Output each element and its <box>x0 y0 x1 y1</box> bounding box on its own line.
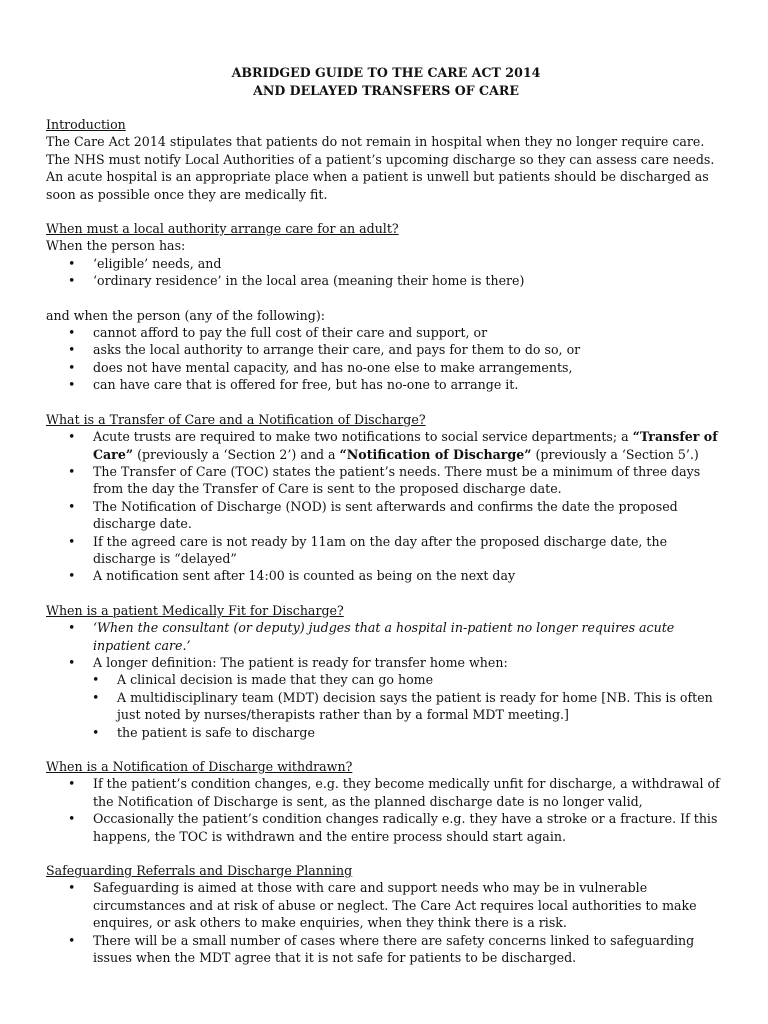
section-heading: When is a Notification of Discharge withdrawn? <box>46 759 353 774</box>
list-item-quote: • ‘When the consultant (or deputy) judges that a hospital in-patient no longer requires acute inpatient care.’ <box>46 619 726 654</box>
list-item: • Occasionally the patient’s condition changes radically e.g. they have a stroke or a fracture. If this happens, the TOC is withdrawn and the entire process should start again. <box>46 810 726 845</box>
section-heading: When is a patient Medically Fit for Discharge? <box>46 602 344 618</box>
text-run: Acute trusts are required to make two notifications to social service departments; a <box>93 429 633 445</box>
bullet-list <box>46 879 726 966</box>
bullet-list <box>46 619 726 671</box>
document-title <box>46 64 726 100</box>
list-item: • ‘ordinary residence’ in the local area (meaning their home is there) <box>46 272 726 289</box>
list-item: • If the agreed care is not ready by 11am on the day after the proposed discharge date, the discharge is “delayed” <box>46 533 726 568</box>
document-page <box>46 64 726 983</box>
section-heading: When must a local authority arrange care for an adult? <box>46 221 399 237</box>
list-item: • A longer definition: The patient is ready for transfer home when: <box>46 654 726 671</box>
list-item: • The Notification of Discharge (NOD) is sent afterwards and confirms the date the proposed discharge date. <box>46 498 726 533</box>
text-run: (previously a ‘Section 5’.) <box>531 446 699 462</box>
section-introduction <box>46 116 726 203</box>
list-item: • cannot afford to pay the full cost of their care and support, or <box>46 324 726 341</box>
list-item: • ‘eligible’ needs, and <box>46 255 726 272</box>
title-line-2: AND DELAYED TRANSFERS OF CARE <box>253 83 519 98</box>
section-withdrawn <box>46 758 726 845</box>
list-item: • Safeguarding is aimed at those with care and support needs who may be in vulnerable circumstances and at risk of abuse or neglect. The Care Act requires local authorities to make enquires, or ask others to make enquiries, when they think there is a risk. <box>46 879 726 931</box>
list-item: • There will be a small number of cases where there are safety concerns linked to safeguarding issues when the MDT agree that it is not safe for patients to be discharged. <box>46 932 726 967</box>
sub-list-item: • A clinical decision is made that they can go home <box>46 671 726 688</box>
paragraph: and when the person (any of the following): <box>46 307 326 323</box>
list-item <box>46 428 726 463</box>
text-run: (previously a ‘Section 2’) and a <box>133 446 340 462</box>
list-item: • asks the local authority to arrange their care, and pays for them to do so, or <box>46 341 726 358</box>
section-transfer-of-care <box>46 411 726 585</box>
list-item: • does not have mental capacity, and has no-one else to make arrangements, <box>46 359 726 376</box>
list-item: • The Transfer of Care (TOC) states the patient’s needs. There must be a minimum of three days from the day the Transfer of Care is sent to the proposed discharge date. <box>46 463 726 498</box>
sub-list-item: • A multidisciplinary team (MDT) decision says the patient is ready for home [NB. This is often just noted by nurses/therapists rather than by a formal MDT meeting.] <box>46 689 726 724</box>
section-conditions <box>46 307 726 394</box>
list-item: • can have care that is offered for free, but has no-one to arrange it. <box>46 376 726 393</box>
bullet-list <box>46 255 726 290</box>
section-heading: Introduction <box>46 117 126 132</box>
paragraph: The Care Act 2014 stipulates that patients do not remain in hospital when they no longer require care. The NHS must notify Local Authorities of a patient’s upcoming discharge so they can assess care needs. An acute hospital is an appropriate place when a patient is unwell but patients should be discharged as soon as possible once they are medically fit. <box>46 134 715 202</box>
paragraph: When the person has: <box>46 238 186 254</box>
sub-list-item: • the patient is safe to discharge <box>46 724 726 741</box>
list-item: • If the patient’s condition changes, e.g. they become medically unfit for discharge, a withdrawal of the Notification of Discharge is sent, as the planned discharge date is no longer valid, <box>46 775 726 810</box>
sub-bullet-list <box>46 671 726 741</box>
bullet-list <box>46 428 726 585</box>
section-when-arrange <box>46 220 726 290</box>
section-safeguarding <box>46 862 726 966</box>
section-heading: What is a Transfer of Care and a Notification of Discharge? <box>46 411 426 427</box>
bold-term: “Notification of Discharge” <box>339 446 532 462</box>
bullet-list <box>46 775 726 845</box>
list-item: • A notification sent after 14:00 is counted as being on the next day <box>46 567 726 584</box>
bold-term: “Transfer of Care” <box>93 429 718 462</box>
section-medically-fit <box>46 602 726 741</box>
title-line-1: ABRIDGED GUIDE TO THE CARE ACT 2014 <box>231 65 541 80</box>
section-heading: Safeguarding Referrals and Discharge Planning <box>46 863 353 879</box>
bullet-list <box>46 324 726 394</box>
